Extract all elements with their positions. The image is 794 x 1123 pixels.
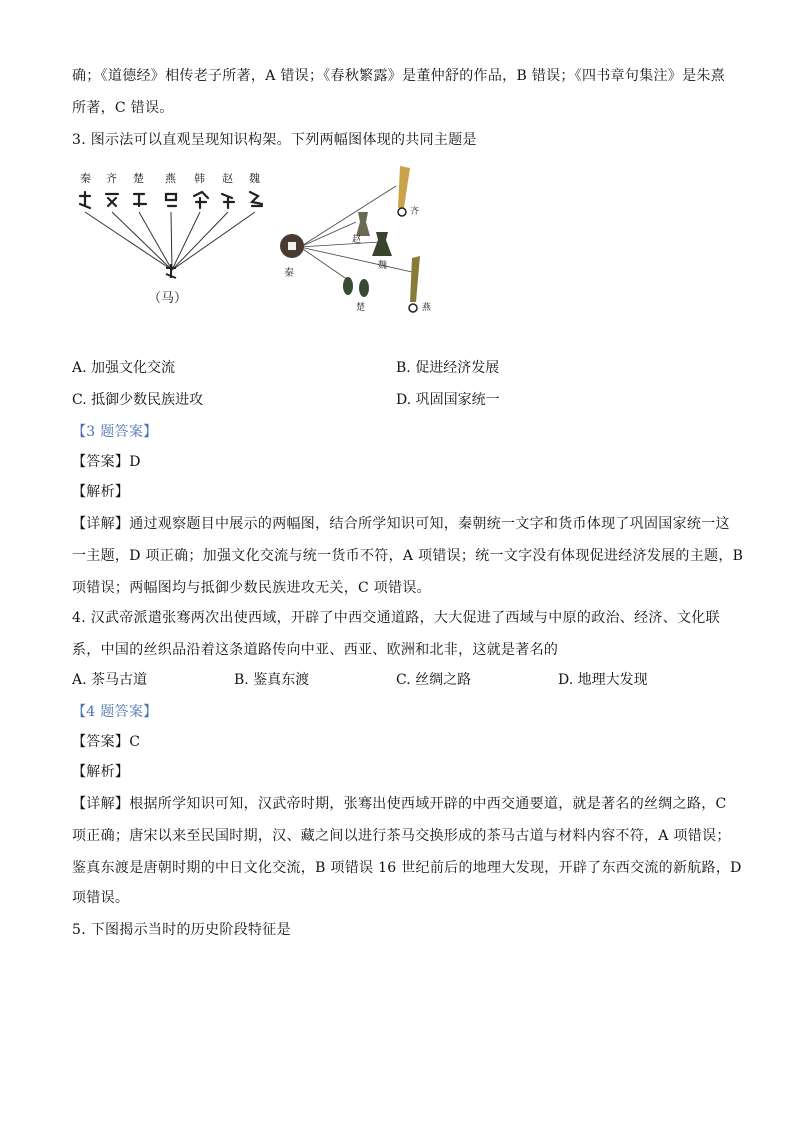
answer-line: 【答案】C xyxy=(72,734,141,750)
figure-caption: （马） xyxy=(148,291,188,306)
explanation-line: 鉴真东渡是唐朝时期的中日文化交流，B 项错误 16 世纪前后的地理大发现，开辟了东西交流的新航路，D xyxy=(72,860,742,876)
script-unification-figure xyxy=(72,162,272,322)
state-name: 韩 xyxy=(194,172,205,185)
text-line: 确；《道德经》相传老子所著，A 错误；《春秋繁露》是董仲舒的作品，B 错误；《四书章句集注》是朱熹 xyxy=(72,68,725,84)
glyph-han xyxy=(194,192,208,208)
wei-spade-coin-icon xyxy=(372,232,392,256)
state-names xyxy=(80,171,260,185)
option-a: A. 加强文化交流 xyxy=(72,360,176,376)
glyph-qi xyxy=(106,194,118,206)
coin-label: 魏 xyxy=(378,261,388,271)
state-name: 赵 xyxy=(222,172,233,185)
option-d: D. 巩固国家统一 xyxy=(396,392,500,408)
zhao-spade-coin-icon xyxy=(356,212,370,236)
coin-label: 燕 xyxy=(422,303,432,313)
coin-label: 楚 xyxy=(356,303,366,313)
option-c: C. 丝绸之路 xyxy=(396,672,472,688)
glyph-chu xyxy=(134,194,146,206)
state-name: 秦 xyxy=(80,172,91,185)
state-name: 楚 xyxy=(133,172,144,185)
analysis-heading: 【解析】 xyxy=(72,484,130,500)
explanation-line: 项错误；两幅图均与抵御少数民族进攻无关，C 项错误。 xyxy=(72,580,431,596)
chu-coin-icon xyxy=(359,279,369,297)
coin-label: 秦 xyxy=(284,268,294,279)
ancient-glyphs xyxy=(80,192,262,208)
explanation-line: 【详解】根据所学知识可知，汉武帝时期，张骞出使西域开辟的中西交通要道，就是著名的丝绸之路，C xyxy=(72,796,727,812)
question-5-stem: 5. 下图揭示当时的历史阶段特征是 xyxy=(72,922,291,938)
chu-coin-icon xyxy=(343,277,353,295)
glyph-yan xyxy=(166,194,176,206)
coin-label: 赵 xyxy=(352,235,362,245)
answer-tag: 【3 题答案】 xyxy=(72,424,158,440)
coin-label: 齐 xyxy=(410,207,420,217)
converging-lines xyxy=(85,212,255,270)
explanation-line: 一主题，D 项正确；加强文化交流与统一货币不符，A 项错误；统一文字没有体现促进经济发展的主题，B xyxy=(72,548,744,564)
glyph-wei xyxy=(250,192,262,206)
analysis-heading: 【解析】 xyxy=(72,764,130,780)
currency-unification-figure xyxy=(270,162,450,322)
connector-lines xyxy=(300,186,412,280)
qi-knife-coin-icon xyxy=(398,166,410,208)
question-4-stem: 系，中国的丝织品沿着这条道路传向中亚、西亚、欧洲和北非，这就是著名的 xyxy=(72,642,559,658)
glyph-zhao xyxy=(222,194,234,208)
text-line: 所著，C 错误。 xyxy=(72,100,174,116)
state-name: 燕 xyxy=(165,172,176,185)
glyph-qin xyxy=(80,192,90,208)
option-b: B. 鉴真东渡 xyxy=(234,672,310,688)
option-b: B. 促进经济发展 xyxy=(396,360,500,376)
state-name: 魏 xyxy=(249,172,260,185)
option-c: C. 抵御少数民族进攻 xyxy=(72,392,204,408)
option-a: A. 茶马古道 xyxy=(72,672,148,688)
explanation-line: 项正确；唐宋以来至民国时期，汉、藏之间以进行茶马交换形成的茶马古道与材料内容不符，A 项错误； xyxy=(72,828,731,844)
answer-tag: 【4 题答案】 xyxy=(72,704,158,720)
yan-knife-coin-icon xyxy=(410,256,420,302)
question-3-stem: 3. 图示法可以直观呈现知识构架。下列两幅图体现的共同主题是 xyxy=(72,132,477,148)
explanation-line: 项错误。 xyxy=(72,890,130,906)
question-4-stem: 4. 汉武帝派遣张骞两次出使西域，开辟了中西交通道路，大大促进了西域与中原的政治、经济、文化联 xyxy=(72,610,720,626)
explanation-line: 【详解】通过观察题目中展示的两幅图，结合所学知识可知，秦朝统一文字和货币体现了巩固国家统一这 xyxy=(72,516,730,532)
answer-line: 【答案】D xyxy=(72,454,141,470)
option-d: D. 地理大发现 xyxy=(558,672,648,688)
state-name: 齐 xyxy=(106,172,117,185)
